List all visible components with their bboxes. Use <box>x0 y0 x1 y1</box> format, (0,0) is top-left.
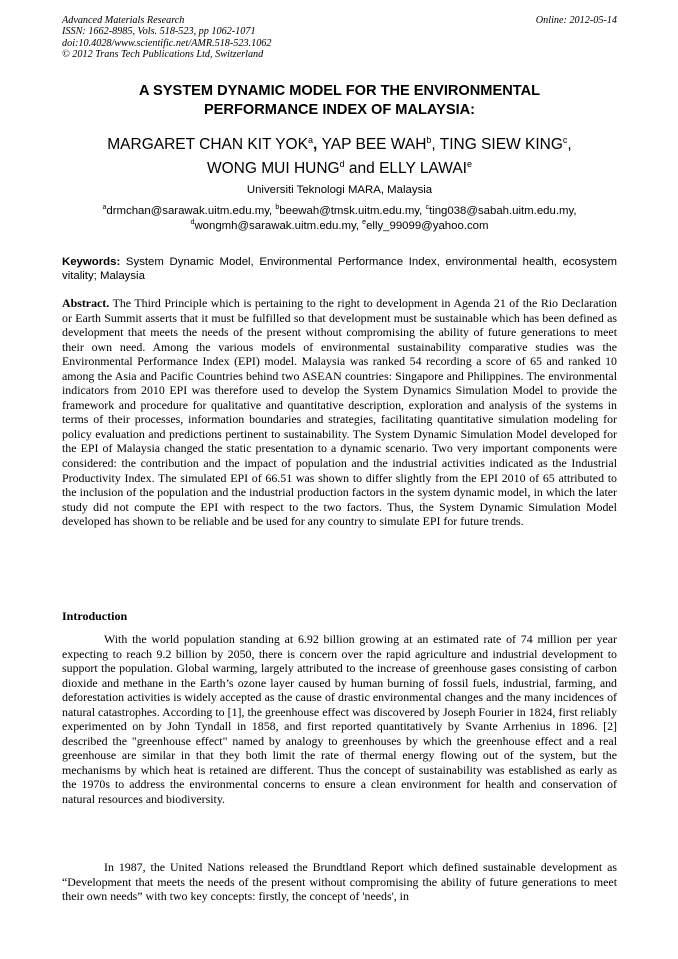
email-address[interactable]: elly_99099@yahoo.com <box>366 219 489 232</box>
email-address[interactable]: drmchan@sarawak.uitm.edu.my <box>106 205 270 217</box>
keywords <box>62 255 617 283</box>
journal-doi: doi:10.4028/www.scientific.net/AMR.518-523.1062 <box>62 37 272 49</box>
author-marker: d <box>339 158 345 169</box>
email-line-2 <box>62 219 617 234</box>
affiliation: Universiti Teknologi MARA, Malaysia <box>246 184 433 196</box>
author-line-1 <box>62 133 617 157</box>
author-marker: b <box>426 134 432 145</box>
author-name: TING SIEW KING <box>439 136 563 153</box>
email-address[interactable]: beewah@tmsk.uitm.edu.my <box>279 205 420 217</box>
email-separator: , <box>269 205 276 217</box>
title-line-1: A SYSTEM DYNAMIC MODEL FOR THE ENVIRONMENTAL <box>138 83 541 99</box>
journal-name: Advanced Materials Research <box>62 15 185 26</box>
email-separator: , <box>573 205 577 217</box>
abstract-text: The Third Principle which is pertaining to the right to development in Agenda 21 of the Rio Declaration or Earth Summit asserts that it must be fulfilled so that development must be sustainable which has been defined as development that meets the needs of the present without compromising the ability of future generations to meet their own need. Among the various models of environmental sustainability comparative studies was the Environmental Performance Index (EPI) model. Malaysia was ranked 54 recording a score of 65 and ranked 10 among the Asia and Pacific Countries behind two ASEAN countries: Singapore and Philippines. The environmental indicators from 2010 EPI was therefore used to develop the System Dynamics Simulation Model to provide the framework and procedure for qualitative and quantitative description, exploration and analysis of the systems in terms of their processes, information boundaries and strategies, facilitating quantitative simulation modeling for policy evaluation and predictions pertinent to sustainability. The System Dynamic Simulation Model developed for the EPI of Malaysia changed the static presentation to a dynamic scenario. Two very important components were considered: the contribution and the impact of population and the industrial activities indicated as the Industrial Productivity Index. The simulated EPI of 66.51 was shown to differ slightly from the EPI 2010 of 65 attributed to the inclusion of the population and the industrial production factors in the system dynamic model, in which the later study did not compute the EPI with respect to the two factors. Thus, the System Dynamic Simulation Model developed has shown to be reliable and be used for any country to simulate EPI for future trends. <box>62 296 617 529</box>
email-address[interactable]: ting038@sabah.uitm.edu.my <box>429 205 574 217</box>
abstract-label: Abstract. <box>62 296 110 310</box>
introduction-paragraph-1: With the world population standing at 6.92 billion growing at an estimated rate of 74 million per year expecting to reach 9.2 billion by 2050, there is concern over the rapid agriculture and industrial development to support the population. Global warming, largely attributed to the increase of greenhouse gases consisting of carbon dioxide and methane in the Earth’s ozone layer caused by human burning of fossil fuels, industrial, farming, and deforestation activities is widely accepted as the cause of drastic environmental changes and the many incidences of natural catastrophes. According to [1], the greenhouse effect was discovered by Joseph Fourier in 1824, first reliably experimented on by John Tyndall in 1858, and first reported quantitatively by Svante Arrhenius in 1896. [2] described the "greenhouse effect" named by analogy to greenhouses by which the greenhouse effect and a real greenhouse are similar in that they both limit the rate of thermal energy flowing out of the system, but the mechanisms by which heat is retained are different. Thus the concept of sustainability was established as early as the 1970s to address the environmental concerns to ensure a clean environment for health and conservation of natural resources and biodiversity. <box>62 632 617 807</box>
author-marker: c <box>562 134 568 145</box>
email-address[interactable]: wongmh@sarawak.uitm.edu.my <box>194 219 356 232</box>
author-name: WONG MUI HUNG <box>206 160 340 177</box>
online-date: Online: 2012-05-14 <box>535 15 617 26</box>
email-marker: c <box>425 204 430 212</box>
email-separator: , <box>355 219 363 232</box>
title-line-2: PERFORMANCE INDEX OF MALAYSIA: <box>203 102 476 118</box>
author-separator: , <box>567 136 572 153</box>
email-marker: a <box>102 204 107 212</box>
author-name: ELLY LAWAI <box>379 160 467 177</box>
author-line-2 <box>62 157 617 181</box>
author-separator: , <box>431 136 440 153</box>
author-name: YAP BEE WAH <box>321 136 427 153</box>
journal-copyright: © 2012 Trans Tech Publications Ltd, Switzerland <box>62 48 264 60</box>
author-separator: and <box>344 160 380 177</box>
email-marker: d <box>190 218 195 226</box>
abstract <box>62 296 617 529</box>
author-separator: , <box>312 136 322 153</box>
email-marker: e <box>362 218 367 226</box>
email-list <box>62 204 617 233</box>
author-name: MARGARET CHAN KIT YOK <box>107 136 308 153</box>
journal-issn: ISSN: 1662-8985, Vols. 518-523, pp 1062-1071 <box>62 26 256 38</box>
email-line-1 <box>62 204 617 219</box>
keywords-text: System Dynamic Model, Environmental Performance Index, environmental health, ecosystem vitality; Malaysia <box>62 256 617 282</box>
author-marker: a <box>307 134 313 145</box>
journal-header <box>62 15 617 60</box>
paper-title <box>62 82 617 120</box>
author-list <box>62 133 617 181</box>
introduction-paragraph-2: In 1987, the United Nations released the Brundtland Report which defined sustainable development as “Development that meets the needs of the present without compromising the ability of future generations to meet their own needs” with two key concepts: firstly, the concept of 'needs', in <box>62 860 617 904</box>
author-marker: e <box>466 158 472 169</box>
section-heading-introduction: Introduction <box>62 609 128 623</box>
email-marker: b <box>275 204 280 212</box>
email-separator: , <box>419 205 426 217</box>
keywords-label: Keywords: <box>62 256 121 268</box>
